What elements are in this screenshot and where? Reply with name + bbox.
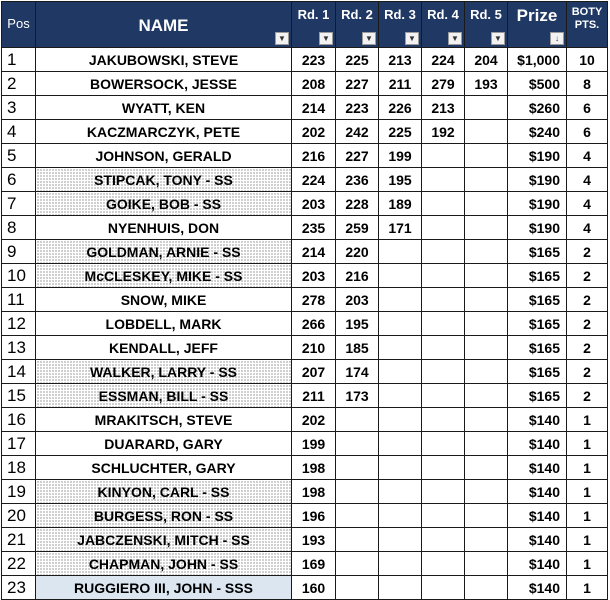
boty-points-cell[interactable]: 1 <box>567 480 608 504</box>
rd2-cell[interactable]: 173 <box>336 384 379 408</box>
boty-line1: BOTY <box>571 6 603 18</box>
pos-cell[interactable]: 14 <box>2 360 36 384</box>
rd1-cell[interactable]: 214 <box>292 240 336 264</box>
rd4-cell[interactable] <box>422 288 465 312</box>
rd3-cell[interactable]: 225 <box>379 120 422 144</box>
table-row <box>2 240 608 264</box>
rd4-cell[interactable] <box>422 504 465 528</box>
rd5-cell[interactable] <box>465 384 508 408</box>
pos-cell[interactable]: 3 <box>2 96 36 120</box>
pos-cell[interactable]: 4 <box>2 120 36 144</box>
table-row <box>2 528 608 552</box>
col-header-rd2-label: Rd. 2 <box>341 7 373 22</box>
table-row <box>2 432 608 456</box>
rd5-cell[interactable] <box>465 456 508 480</box>
rd3-cell[interactable] <box>379 288 422 312</box>
name-cell[interactable]: KACZMARCZYK, PETE <box>36 120 292 144</box>
col-header-rd2 <box>336 2 379 48</box>
boty-points-cell[interactable]: 6 <box>567 120 608 144</box>
prize-cell[interactable]: $140 <box>508 528 567 552</box>
rd2-cell[interactable] <box>336 456 379 480</box>
rd4-cell[interactable] <box>422 216 465 240</box>
boty-points-cell[interactable]: 1 <box>567 456 608 480</box>
name-cell[interactable]: CHAPMAN, JOHN - SS <box>36 552 292 576</box>
rd1-cell[interactable]: 223 <box>292 48 336 72</box>
table-row <box>2 408 608 432</box>
rd2-cell[interactable] <box>336 480 379 504</box>
rd3-cell[interactable] <box>379 528 422 552</box>
prize-cell[interactable]: $190 <box>508 192 567 216</box>
prize-cell[interactable]: $140 <box>508 480 567 504</box>
col-header-name <box>36 2 292 48</box>
rd1-cell[interactable]: 266 <box>292 312 336 336</box>
boty-points-cell[interactable]: 2 <box>567 336 608 360</box>
col-header-rd4 <box>422 2 465 48</box>
rd2-cell[interactable] <box>336 432 379 456</box>
pos-cell[interactable]: 8 <box>2 216 36 240</box>
filter-dropdown-rd3[interactable]: ▼ <box>405 32 419 45</box>
pos-cell[interactable]: 13 <box>2 336 36 360</box>
rd5-cell[interactable] <box>465 336 508 360</box>
rd5-cell[interactable] <box>465 312 508 336</box>
pos-cell[interactable]: 11 <box>2 288 36 312</box>
table-row <box>2 360 608 384</box>
rd3-cell[interactable]: 171 <box>379 216 422 240</box>
prize-cell[interactable]: $140 <box>508 408 567 432</box>
boty-points-cell[interactable]: 10 <box>567 48 608 72</box>
rd5-cell[interactable] <box>465 408 508 432</box>
name-cell[interactable]: JOHNSON, GERALD <box>36 144 292 168</box>
rd1-cell[interactable]: 208 <box>292 72 336 96</box>
boty-points-cell[interactable]: 2 <box>567 288 608 312</box>
rd4-cell[interactable] <box>422 456 465 480</box>
table-row <box>2 288 608 312</box>
rd1-cell[interactable]: 278 <box>292 288 336 312</box>
rd2-cell[interactable]: 195 <box>336 312 379 336</box>
rd3-cell[interactable]: 195 <box>379 168 422 192</box>
rd2-cell[interactable] <box>336 528 379 552</box>
rd1-cell[interactable]: 198 <box>292 456 336 480</box>
rd4-cell[interactable] <box>422 264 465 288</box>
rd4-cell[interactable]: 279 <box>422 72 465 96</box>
rd2-cell[interactable]: 228 <box>336 192 379 216</box>
rd5-cell[interactable] <box>465 144 508 168</box>
col-header-pos-label: Pos <box>7 16 30 31</box>
pos-cell[interactable]: 6 <box>2 168 36 192</box>
rd2-cell[interactable]: 236 <box>336 168 379 192</box>
rd1-cell[interactable]: 214 <box>292 96 336 120</box>
prize-cell[interactable]: $165 <box>508 336 567 360</box>
prize-cell[interactable]: $260 <box>508 96 567 120</box>
rd2-cell[interactable]: 259 <box>336 216 379 240</box>
rd2-cell[interactable] <box>336 576 379 600</box>
standings-table <box>1 1 608 600</box>
boty-points-cell[interactable]: 2 <box>567 384 608 408</box>
rd5-cell[interactable] <box>465 480 508 504</box>
rd1-cell[interactable]: 203 <box>292 264 336 288</box>
rd5-cell[interactable] <box>465 504 508 528</box>
rd3-cell[interactable] <box>379 264 422 288</box>
boty-points-cell[interactable]: 4 <box>567 168 608 192</box>
rd4-cell[interactable] <box>422 360 465 384</box>
pos-cell[interactable]: 22 <box>2 552 36 576</box>
table-row <box>2 72 608 96</box>
rd1-cell[interactable]: 202 <box>292 120 336 144</box>
boty-points-cell[interactable]: 1 <box>567 576 608 600</box>
rd4-cell[interactable] <box>422 192 465 216</box>
rd2-cell[interactable]: 203 <box>336 288 379 312</box>
prize-cell[interactable]: $190 <box>508 168 567 192</box>
table-row <box>2 336 608 360</box>
prize-cell[interactable]: $165 <box>508 264 567 288</box>
table-row <box>2 192 608 216</box>
rd2-cell[interactable]: 223 <box>336 96 379 120</box>
name-cell[interactable]: GOLDMAN, ARNIE - SS <box>36 240 292 264</box>
prize-cell[interactable]: $140 <box>508 432 567 456</box>
table-row <box>2 384 608 408</box>
boty-points-cell[interactable]: 6 <box>567 96 608 120</box>
rd4-cell[interactable] <box>422 576 465 600</box>
rd3-cell[interactable] <box>379 432 422 456</box>
rd2-cell[interactable]: 174 <box>336 360 379 384</box>
rd5-cell[interactable] <box>465 96 508 120</box>
name-cell[interactable]: McCLESKEY, MIKE - SS <box>36 264 292 288</box>
standings-body <box>2 48 608 600</box>
col-header-rd1-label: Rd. 1 <box>297 7 330 22</box>
prize-cell[interactable]: $140 <box>508 576 567 600</box>
rd2-cell[interactable]: 225 <box>336 48 379 72</box>
boty-points-cell[interactable]: 1 <box>567 408 608 432</box>
name-cell[interactable]: KENDALL, JEFF <box>36 336 292 360</box>
boty-points-cell[interactable]: 1 <box>567 504 608 528</box>
table-row <box>2 120 608 144</box>
col-header-name-label: NAME <box>138 16 189 35</box>
table-row <box>2 504 608 528</box>
prize-cell[interactable]: $140 <box>508 504 567 528</box>
prize-cell[interactable]: $165 <box>508 312 567 336</box>
rd2-cell[interactable]: 185 <box>336 336 379 360</box>
prize-cell[interactable]: $165 <box>508 384 567 408</box>
name-cell[interactable]: BOWERSOCK, JESSE <box>36 72 292 96</box>
rd3-cell[interactable] <box>379 576 422 600</box>
rd3-cell[interactable]: 199 <box>379 144 422 168</box>
rd1-cell[interactable]: 196 <box>292 504 336 528</box>
pos-cell[interactable]: 19 <box>2 480 36 504</box>
rd2-cell[interactable]: 220 <box>336 240 379 264</box>
rd1-cell[interactable]: 224 <box>292 168 336 192</box>
rd4-cell[interactable] <box>422 384 465 408</box>
col-header-boty-label <box>567 2 607 32</box>
pos-cell[interactable]: 20 <box>2 504 36 528</box>
table-row <box>2 96 608 120</box>
rd5-cell[interactable] <box>465 528 508 552</box>
rd2-cell[interactable] <box>336 552 379 576</box>
col-header-pos <box>2 2 36 48</box>
prize-cell[interactable]: $190 <box>508 144 567 168</box>
rd1-cell[interactable]: 193 <box>292 528 336 552</box>
rd5-cell[interactable] <box>465 552 508 576</box>
table-row <box>2 144 608 168</box>
prize-cell[interactable]: $165 <box>508 240 567 264</box>
rd4-cell[interactable] <box>422 144 465 168</box>
col-header-rd4-label: Rd. 4 <box>427 7 459 22</box>
boty-points-cell[interactable]: 8 <box>567 72 608 96</box>
rd3-cell[interactable] <box>379 480 422 504</box>
table-row <box>2 168 608 192</box>
header-row <box>2 2 608 48</box>
prize-cell[interactable]: $240 <box>508 120 567 144</box>
rd2-cell[interactable] <box>336 408 379 432</box>
name-cell[interactable]: DUARARD, GARY <box>36 432 292 456</box>
col-header-rd3-label: Rd. 3 <box>384 7 416 22</box>
prize-cell[interactable]: $500 <box>508 72 567 96</box>
name-cell[interactable]: BURGESS, RON - SS <box>36 504 292 528</box>
boty-points-cell[interactable]: 4 <box>567 192 608 216</box>
boty-line2: PTS. <box>574 19 600 31</box>
table-row <box>2 264 608 288</box>
rd5-cell[interactable]: 204 <box>465 48 508 72</box>
boty-points-cell[interactable]: 4 <box>567 216 608 240</box>
name-cell[interactable]: GOIKE, BOB - SS <box>36 192 292 216</box>
rd1-cell[interactable]: 216 <box>292 144 336 168</box>
rd5-cell[interactable] <box>465 432 508 456</box>
col-header-rd5 <box>465 2 508 48</box>
boty-points-cell[interactable]: 2 <box>567 264 608 288</box>
rd5-cell[interactable] <box>465 576 508 600</box>
pos-cell[interactable]: 17 <box>2 432 36 456</box>
rd3-cell[interactable]: 213 <box>379 48 422 72</box>
rd3-cell[interactable] <box>379 504 422 528</box>
pos-cell[interactable]: 18 <box>2 456 36 480</box>
rd2-cell[interactable]: 216 <box>336 264 379 288</box>
col-header-rd5-label: Rd. 5 <box>470 7 502 22</box>
prize-cell[interactable]: $140 <box>508 552 567 576</box>
boty-points-cell[interactable]: 1 <box>567 528 608 552</box>
table-row <box>2 552 608 576</box>
name-cell[interactable]: MRAKITSCH, STEVE <box>36 408 292 432</box>
rd3-cell[interactable] <box>379 384 422 408</box>
rd5-cell[interactable] <box>465 264 508 288</box>
boty-points-cell[interactable]: 2 <box>567 360 608 384</box>
col-header-rd1 <box>292 2 336 48</box>
table-row <box>2 48 608 72</box>
rd2-cell[interactable]: 242 <box>336 120 379 144</box>
rd3-cell[interactable]: 211 <box>379 72 422 96</box>
rd4-cell[interactable]: 224 <box>422 48 465 72</box>
filter-dropdown-rd5[interactable]: ▼ <box>491 32 505 45</box>
boty-points-cell[interactable]: 4 <box>567 144 608 168</box>
name-cell[interactable]: KINYON, CARL - SS <box>36 480 292 504</box>
rd4-cell[interactable] <box>422 240 465 264</box>
rd5-cell[interactable] <box>465 120 508 144</box>
rd4-cell[interactable] <box>422 168 465 192</box>
pos-cell[interactable]: 5 <box>2 144 36 168</box>
pos-cell[interactable]: 23 <box>2 576 36 600</box>
rd5-cell[interactable] <box>465 288 508 312</box>
table-row <box>2 216 608 240</box>
name-cell[interactable]: ESSMAN, BILL - SS <box>36 384 292 408</box>
rd1-cell[interactable]: 198 <box>292 480 336 504</box>
pos-cell[interactable]: 2 <box>2 72 36 96</box>
name-cell[interactable]: SCHLUCHTER, GARY <box>36 456 292 480</box>
rd1-cell[interactable]: 169 <box>292 552 336 576</box>
rd5-cell[interactable] <box>465 216 508 240</box>
rd5-cell[interactable] <box>465 168 508 192</box>
name-cell[interactable]: RUGGIERO III, JOHN - SSS <box>36 576 292 600</box>
name-cell[interactable]: WYATT, KEN <box>36 96 292 120</box>
rd3-cell[interactable] <box>379 312 422 336</box>
prize-cell[interactable]: $1,000 <box>508 48 567 72</box>
name-cell[interactable]: NYENHUIS, DON <box>36 216 292 240</box>
col-header-rd3 <box>379 2 422 48</box>
filter-dropdown-rd1[interactable]: ▼ <box>319 32 333 45</box>
sort-dropdown-prize[interactable]: ↓ <box>550 32 564 45</box>
rd5-cell[interactable]: 193 <box>465 72 508 96</box>
rd1-cell[interactable]: 160 <box>292 576 336 600</box>
rd3-cell[interactable] <box>379 552 422 576</box>
pos-cell[interactable]: 15 <box>2 384 36 408</box>
table-row <box>2 312 608 336</box>
pos-cell[interactable]: 16 <box>2 408 36 432</box>
rd4-cell[interactable] <box>422 528 465 552</box>
boty-points-cell[interactable]: 2 <box>567 240 608 264</box>
rd3-cell[interactable] <box>379 336 422 360</box>
rd1-cell[interactable]: 235 <box>292 216 336 240</box>
name-cell[interactable]: JAKUBOWSKI, STEVE <box>36 48 292 72</box>
rd5-cell[interactable] <box>465 360 508 384</box>
name-cell[interactable]: STIPCAK, TONY - SS <box>36 168 292 192</box>
rd2-cell[interactable]: 227 <box>336 72 379 96</box>
rd3-cell[interactable] <box>379 240 422 264</box>
col-header-boty <box>567 2 608 48</box>
rd1-cell[interactable]: 203 <box>292 192 336 216</box>
rd4-cell[interactable]: 192 <box>422 120 465 144</box>
rd1-cell[interactable]: 199 <box>292 432 336 456</box>
filter-dropdown-rd2[interactable]: ▼ <box>362 32 376 45</box>
rd4-cell[interactable]: 213 <box>422 96 465 120</box>
rd4-cell[interactable] <box>422 552 465 576</box>
pos-cell[interactable]: 10 <box>2 264 36 288</box>
pos-cell[interactable]: 12 <box>2 312 36 336</box>
rd4-cell[interactable] <box>422 432 465 456</box>
rd5-cell[interactable] <box>465 240 508 264</box>
pos-cell[interactable]: 1 <box>2 48 36 72</box>
filter-dropdown-name[interactable]: ▼ <box>275 32 289 45</box>
name-cell[interactable]: WALKER, LARRY - SS <box>36 360 292 384</box>
rd1-cell[interactable]: 202 <box>292 408 336 432</box>
rd3-cell[interactable] <box>379 456 422 480</box>
rd1-cell[interactable]: 211 <box>292 384 336 408</box>
rd5-cell[interactable] <box>465 192 508 216</box>
rd2-cell[interactable] <box>336 504 379 528</box>
rd4-cell[interactable] <box>422 408 465 432</box>
rd3-cell[interactable]: 226 <box>379 96 422 120</box>
name-cell[interactable]: JABCZENSKI, MITCH - SS <box>36 528 292 552</box>
name-cell[interactable]: LOBDELL, MARK <box>36 312 292 336</box>
boty-points-cell[interactable]: 1 <box>567 552 608 576</box>
filter-dropdown-rd4[interactable]: ▼ <box>448 32 462 45</box>
table-row <box>2 456 608 480</box>
prize-cell[interactable]: $165 <box>508 360 567 384</box>
pos-cell[interactable]: 9 <box>2 240 36 264</box>
col-header-prize <box>508 2 567 48</box>
prize-cell[interactable]: $190 <box>508 216 567 240</box>
prize-cell[interactable]: $140 <box>508 456 567 480</box>
rd4-cell[interactable] <box>422 336 465 360</box>
rd3-cell[interactable] <box>379 360 422 384</box>
rd4-cell[interactable] <box>422 480 465 504</box>
table-row <box>2 576 608 600</box>
rd1-cell[interactable]: 207 <box>292 360 336 384</box>
col-header-prize-label: Prize <box>516 6 558 25</box>
boty-points-cell[interactable]: 2 <box>567 312 608 336</box>
name-cell[interactable]: SNOW, MIKE <box>36 288 292 312</box>
rd3-cell[interactable]: 189 <box>379 192 422 216</box>
prize-cell[interactable]: $165 <box>508 288 567 312</box>
rd3-cell[interactable] <box>379 408 422 432</box>
pos-cell[interactable]: 21 <box>2 528 36 552</box>
table-row <box>2 480 608 504</box>
boty-points-cell[interactable]: 1 <box>567 432 608 456</box>
rd4-cell[interactable] <box>422 312 465 336</box>
pos-cell[interactable]: 7 <box>2 192 36 216</box>
rd2-cell[interactable]: 227 <box>336 144 379 168</box>
rd1-cell[interactable]: 210 <box>292 336 336 360</box>
